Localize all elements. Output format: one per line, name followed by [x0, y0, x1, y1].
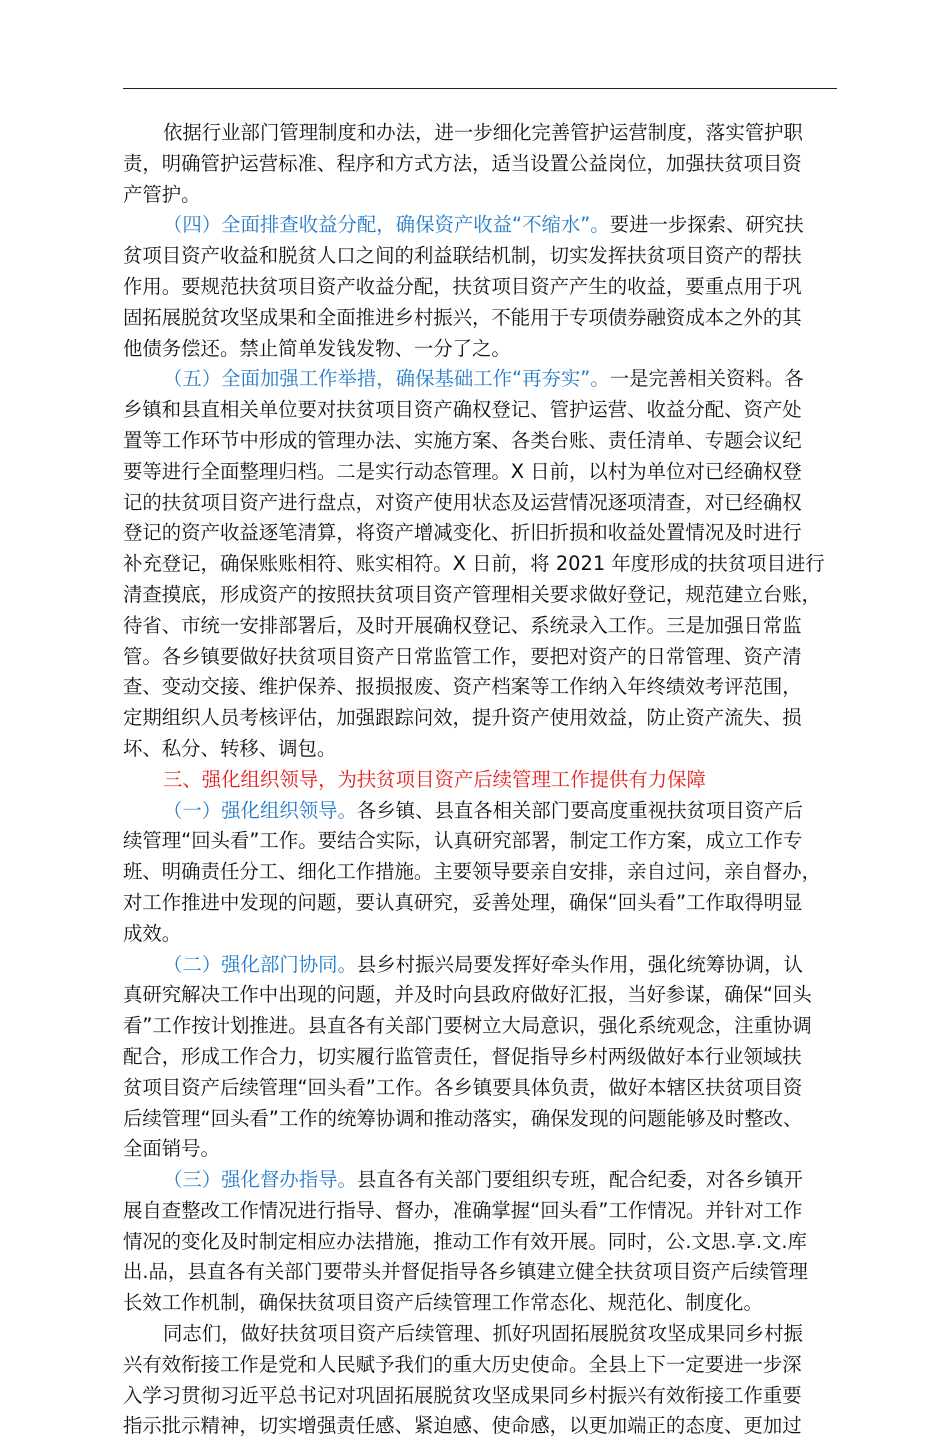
line-text: 贫项目资产收益和脱贫人口之间的利益联结机制，切实发挥扶贫项目资产的帮扶: [123, 244, 802, 268]
header-rule: [123, 88, 837, 89]
line-text: 指示批示精神，切实增强责任感、紧迫感、使命感，以更加端正的态度、更加过: [123, 1414, 802, 1438]
text-line: [123, 919, 837, 950]
text-line: [123, 1196, 837, 1227]
line-text: 贫项目资产后续管理“回头看”工作。各乡镇要具体负责，做好本辖区扶贫项目资: [123, 1075, 803, 1099]
text-line: [123, 457, 837, 488]
line-text: 长效工作机制，确保扶贫项目资产后续管理工作常态化、规范化、制度化。: [123, 1291, 763, 1315]
line-text: 依据行业部门管理制度和办法，进一步细化完善管护运营制度，落实管护职: [163, 121, 803, 144]
line-text: 坏、私分、转移、调包。: [123, 736, 337, 760]
line-text: 产管护。: [123, 182, 201, 206]
text-line: [123, 364, 837, 395]
text-line: [123, 857, 837, 888]
text-line: [123, 1411, 837, 1442]
line-text: 要进一步探索、研究扶: [609, 213, 804, 237]
text-line: [123, 580, 837, 611]
line-text: 全面销号。: [123, 1137, 220, 1161]
text-line: [123, 1288, 837, 1319]
text-line: [123, 180, 837, 211]
line-text: 各乡镇、县直各相关部门要高度重视扶贫项目资产后: [356, 798, 803, 822]
text-line: [123, 303, 837, 334]
text-line: [123, 395, 837, 426]
line-text: 查、变动交接、维护保养、报损报废、资产档案等工作纳入年终绩效考评范围，: [123, 675, 802, 699]
text-line: [123, 703, 837, 734]
text-line: [123, 334, 837, 365]
line-text: 入学习贯彻习近平总书记对巩固拓展脱贫攻坚成果同乡村振兴有效衔接工作重要: [123, 1383, 802, 1407]
text-line: [123, 642, 837, 673]
line-text: 续管理“回头看”工作。要结合实际，认真研究部署，制定工作方案，成立工作专: [123, 829, 803, 853]
text-line: [123, 241, 837, 272]
text-line: [123, 1350, 837, 1381]
line-text: 清查摸底，形成资产的按照扶贫项目资产管理相关要求做好登记，规范建立台账，: [123, 582, 822, 606]
text-line: [123, 765, 837, 796]
line-text: 记的扶贫项目资产进行盘点，对资产使用状态及运营情况逐项清查，对已经确权: [123, 490, 802, 514]
text-line: [123, 1073, 837, 1104]
text-line: [123, 826, 837, 857]
line-text: 要等进行全面整理归档。二是实行动态管理。X 日前，以村为单位对已经确权登: [123, 459, 802, 483]
text-line: [123, 1011, 837, 1042]
text-line: [123, 1381, 837, 1412]
text-line: [123, 1319, 837, 1350]
line-text: 展自查整改工作情况进行指导、督办，准确掌握“回头看”工作情况。并针对工作: [123, 1198, 803, 1222]
line-text: 兴有效衔接工作是党和人民赋予我们的重大历史使命。全县上下一定要进一步深: [123, 1352, 802, 1376]
line-text: 看”工作按计划推进。县直各有关部门要树立大局意识，强化系统观念，注重协调: [123, 1014, 812, 1038]
line-text: 固拓展脱贫攻坚成果和全面推进乡村振兴，不能用于专项债券融资成本之外的其: [123, 305, 802, 329]
text-line: [123, 272, 837, 303]
text-line: [123, 672, 837, 703]
line-text: 乡镇和县直相关单位要对扶贫项目资产确权登记、管护运营、收益分配、资产处: [123, 398, 802, 422]
line-text: 出.品，县直各有关部门要带头并督促指导各乡镇建立健全扶贫项目资产后续管理: [123, 1260, 808, 1284]
line-text: 他债务偿还。禁止简单发钱发物、一分了之。: [123, 336, 511, 360]
text-line: [123, 888, 837, 919]
line-text: 成效。: [123, 921, 182, 945]
text-line: [123, 734, 837, 765]
line-text: 管。各乡镇要做好扶贫项目资产日常监管工作，要把对资产的日常管理、资产清: [123, 644, 802, 668]
text-line: [123, 1042, 837, 1073]
text-line: [123, 210, 837, 241]
text-line: [123, 1257, 837, 1288]
line-text: 同志们，做好扶贫项目资产后续管理、抓好巩固拓展脱贫攻坚成果同乡村振: [163, 1322, 803, 1346]
line-text: 补充登记，确保账账相符、账实相符。X 日前，将 2021 年度形成的扶贫项目进行: [123, 552, 825, 576]
line-text: 待省、市统一安排部署后，及时开展确权登记、系统录入工作。三是加强日常监: [123, 613, 802, 637]
line-text: 作用。要规范扶贫项目资产收益分配，扶贫项目资产产生的收益，要重点用于巩: [123, 274, 802, 298]
subsection-heading: （四）全面排查收益分配，确保资产收益“不缩水”。: [163, 213, 610, 237]
text-line: [123, 1165, 837, 1196]
text-line: [123, 980, 837, 1011]
line-text: 配合，形成工作合力，切实履行监管责任，督促指导乡村两级做好本行业领域扶: [123, 1044, 802, 1068]
text-line: [123, 1104, 837, 1135]
text-line: [123, 488, 837, 519]
text-line: [123, 611, 837, 642]
text-line: [123, 796, 837, 827]
subsection-heading: （一）强化组织领导。: [163, 798, 357, 822]
text-line: [123, 950, 837, 981]
line-text: 县乡村振兴局要发挥好牵头作用，强化统筹协调，认: [356, 952, 803, 976]
line-text: 登记的资产收益逐笔清算，将资产增减变化、折旧折损和收益处置情况及时进行: [123, 521, 802, 545]
text-line: [123, 1134, 837, 1165]
line-text: 真研究解决工作中出现的问题，并及时向县政府做好汇报，当好参谋，确保“回头: [123, 983, 812, 1007]
section-heading: 三、强化组织领导，为扶贫项目资产后续管理工作提供有力保障: [163, 767, 706, 791]
text-line: [123, 426, 837, 457]
text-line: [123, 1227, 837, 1258]
line-text: 后续管理“回头看”工作的统筹协调和推动落实，确保发现的问题能够及时整改、: [123, 1106, 803, 1130]
text-line: [123, 149, 837, 180]
line-text: 责，明确管护运营标准、程序和方式方法，适当设置公益岗位，加强扶贫项目资: [123, 151, 802, 175]
text-line: [123, 549, 837, 580]
line-text: 班、明确责任分工、细化工作措施。主要领导要亲自安排，亲自过问，亲自督办，: [123, 860, 822, 884]
document-body: [123, 118, 837, 1442]
subsection-heading: （二）强化部门协同。: [163, 952, 357, 976]
line-text: 置等工作环节中形成的管理办法、实施方案、各类台账、责任清单、专题会议纪: [123, 428, 802, 452]
subsection-heading: （五）全面加强工作举措，确保基础工作“再夯实”。: [163, 367, 610, 391]
line-text: 定期组织人员考核评估，加强跟踪问效，提升资产使用效益，防止资产流失、损: [123, 706, 802, 730]
line-text: 情况的变化及时制定相应办法措施，推动工作有效开展。同时，公.文思.享.文.库: [123, 1229, 807, 1253]
line-text: 一是完善相关资料。各: [609, 367, 804, 391]
subsection-heading: （三）强化督办指导。: [163, 1168, 357, 1192]
line-text: 县直各有关部门要组织专班，配合纪委，对各乡镇开: [356, 1168, 803, 1192]
text-line: [123, 118, 837, 149]
text-line: [123, 518, 837, 549]
line-text: 对工作推进中发现的问题，要认真研究，妥善处理，确保“回头看”工作取得明显: [123, 890, 803, 914]
